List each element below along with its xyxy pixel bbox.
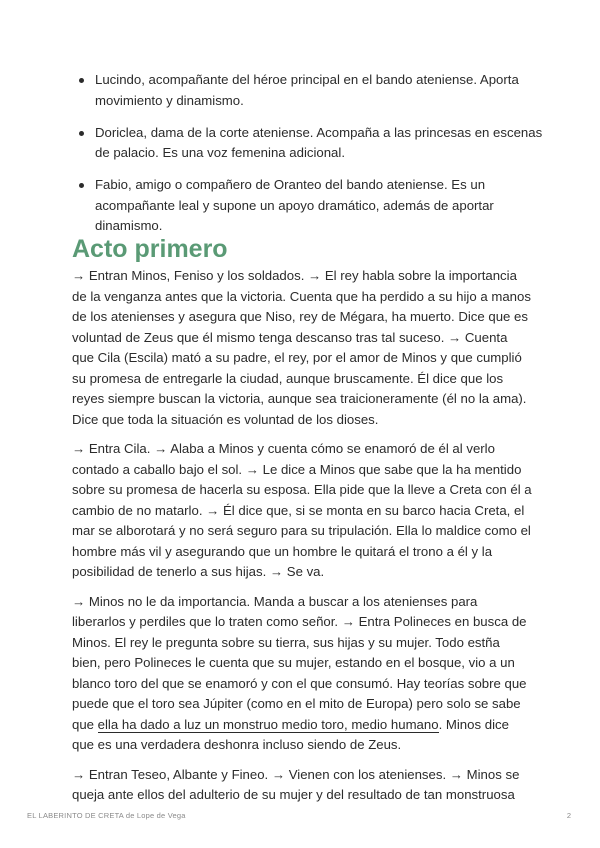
paragraph — [72, 592, 532, 756]
paragraph-text: → Minos no le da importancia. Manda a buscar a los atenienses para liberarlos y perdiles que lo traten como señor. → Entra Polineces en busca de Minos. El rey le pregunta sobre su tierra, sus hijas y su mujer. Todo estña bien, pero Polineces le cuenta que su mujer, estando en el bosque, vio a un blanco toro del que se enamoró y con el que consumó. Hay teorías sobre que puede que el toro sea Júpiter (como en el mito de Europa) pero solo se sabe que — [72, 593, 527, 732]
list-item: Doriclea, dama de la corte ateniense. Acompaña a las princesas en escenas de palacio. Es una voz femenina adicional. — [95, 123, 555, 164]
footer-title: EL LABERINTO DE CRETA de Lope de Vega — [27, 811, 186, 820]
list-item: Lucindo, acompañante del héroe principal en el bando ateniense. Aporta movimiento y dinamismo. — [95, 70, 555, 111]
paragraph: → Entran Minos, Feniso y los soldados. → El rey habla sobre la importancia de la venganza antes que la victoria. Cuenta que ha perdido a su hijo a manos de los atenienses y asegura que Niso, rey de Mégara, ha muerto. Dice que es voluntad de Zeus que él mismo tenga descanso tras tal suceso. → Cuenta que Cila (Escila) mató a su padre, el rey, por el amor de Minos y que cumplió su promesa de entregarle la ciudad, aunque bruscamente. Él dice que los reyes siempre buscan la victoria, aunque sea traicioneramente (él no la ama). Dice que toda la situación es voluntad de los dioses. — [72, 268, 531, 427]
character-list — [72, 70, 555, 248]
paragraph-text: . Minos dice que es una verdadera deshonra incluso siendo de Zeus. — [72, 716, 509, 752]
paragraph: → Entran Teseo, Albante y Fineo. → Vienen con los atenienses. → Minos se queja ante ellos del adulterio de su mujer y del resultado de tan monstruosa — [72, 766, 520, 802]
page-number: 2 — [566, 811, 571, 820]
section-heading: Acto primero — [72, 235, 228, 263]
list-item: Fabio, amigo o compañero de Oranteo del bando ateniense. Es un acompañante leal y supone un apoyo dramático, además de aportar dinamismo. — [95, 175, 555, 237]
paragraph: → Entra Cila. → Alaba a Minos y cuenta cómo se enamoró de él al verlo contado a caballo bajo el sol. → Le dice a Minos que sabe que la ha mentido sobre su promesa de hacerla su esposa. Ella pide que la lleve a Creta con él a cambio de no matarlo. → Él dice que, si se monta en su barco hacia Creta, el mar se alborotará y no será seguro para su tripulación. Ella lo maldice como el hombre más vil y asegurando que un hombre le quitará el trono a él y la posibilidad de tenerlo a sus hijas. → Se va. — [72, 441, 532, 579]
underlined-phrase: ella ha dado a luz un monstruo medio toro, medio humano — [97, 716, 439, 732]
section-body — [72, 266, 532, 815]
